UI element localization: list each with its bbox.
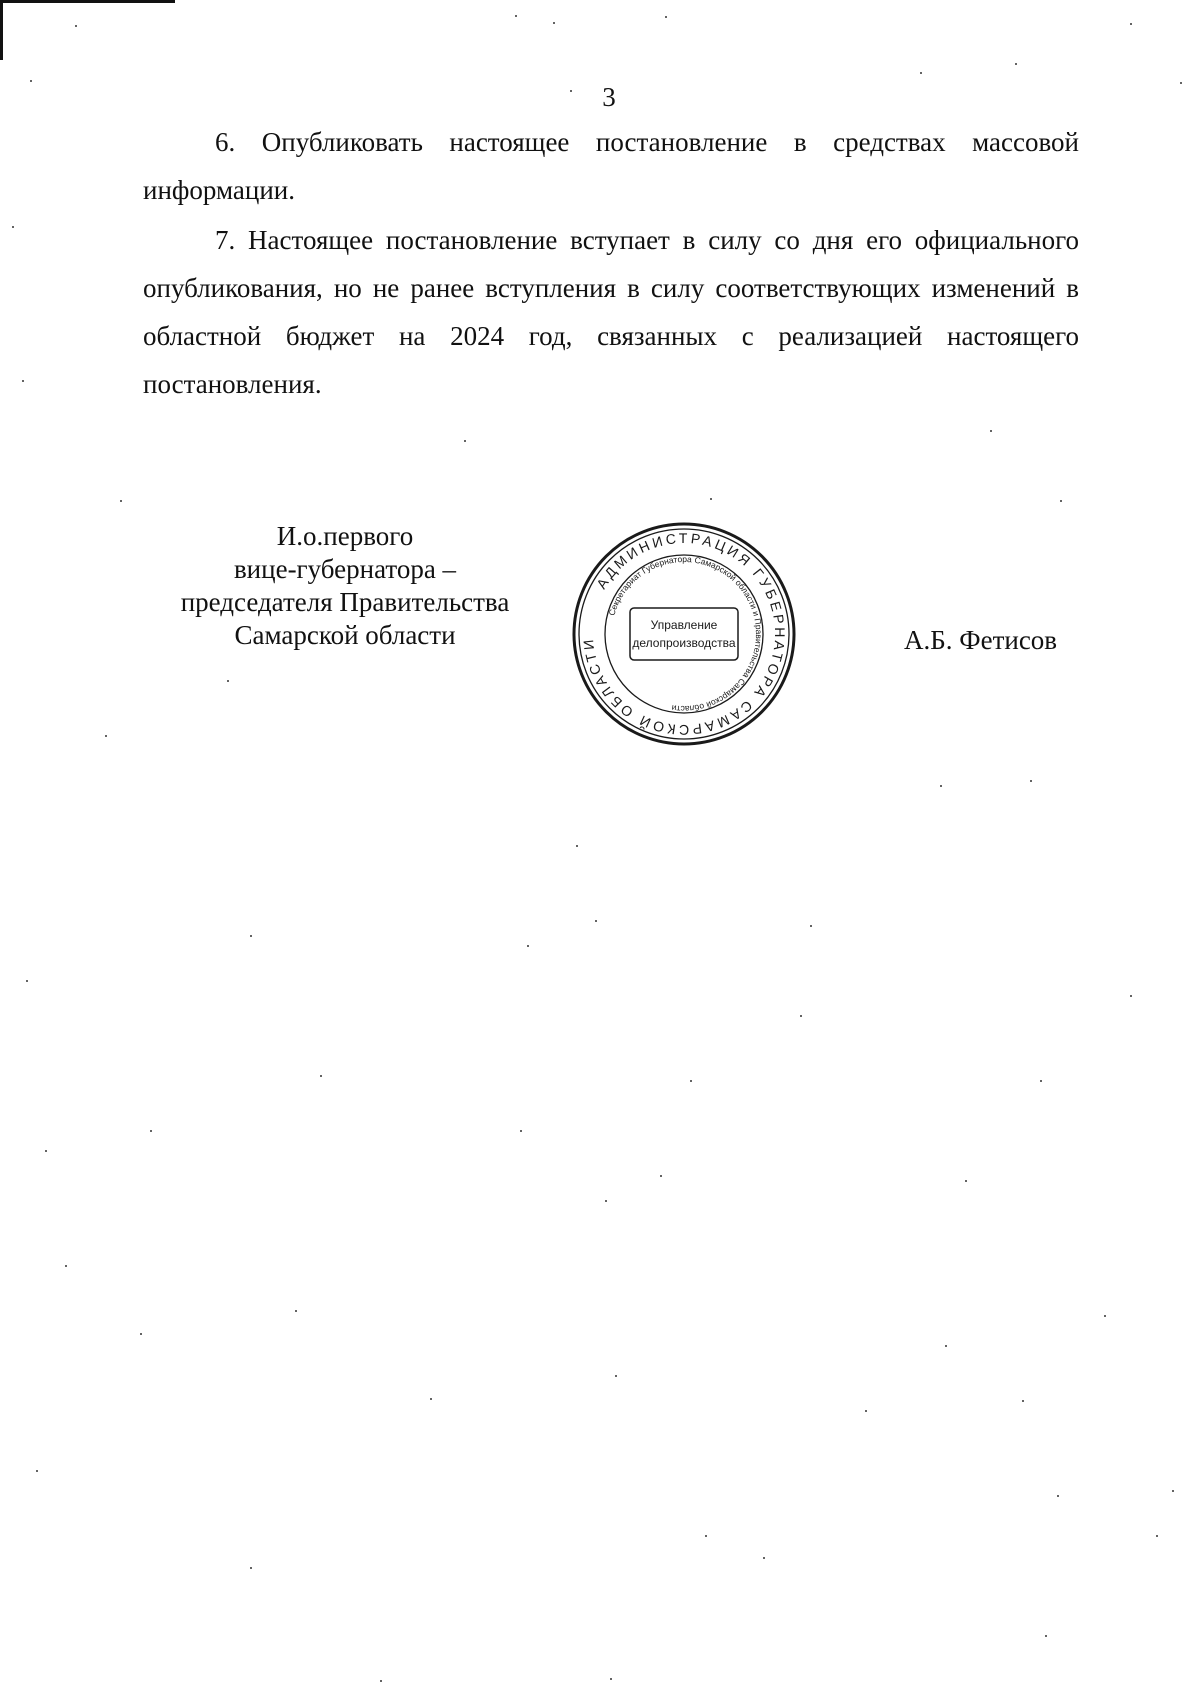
scan-speck — [65, 1265, 67, 1267]
scan-speck — [250, 935, 252, 937]
signatory-line: вице-губернатора – — [233, 554, 457, 584]
document-body — [143, 118, 1079, 408]
scan-speck — [430, 1398, 432, 1400]
scan-speck — [660, 1175, 662, 1177]
scan-speck — [30, 80, 32, 82]
scan-speck — [1045, 1635, 1047, 1637]
seal-center-line: делопроизводства — [632, 636, 736, 650]
signatory-line: И.о.первого — [276, 521, 414, 551]
scan-speck — [1015, 63, 1017, 65]
scan-speck — [965, 1180, 967, 1182]
scan-speck — [1022, 1400, 1024, 1402]
scan-speck — [295, 1310, 297, 1312]
scan-speck — [105, 735, 107, 737]
scan-speck — [763, 1557, 765, 1559]
scan-speck — [945, 1345, 947, 1347]
scan-speck — [576, 845, 578, 847]
scan-speck — [22, 380, 24, 382]
seal-center-line: Управление — [650, 618, 718, 632]
signatory-title — [160, 520, 530, 652]
signatory-line: Самарской области — [234, 620, 456, 650]
scan-speck — [320, 1075, 322, 1077]
page-number: 3 — [602, 82, 616, 112]
scan-speck — [710, 498, 712, 500]
scan-speck — [553, 22, 555, 24]
scan-speck — [150, 1130, 152, 1132]
paragraph-effective-date: 7. Настоящее постановление вступает в силу со дня его официального опубликования, но не ранее вступления в силу соответствующих изменений в областной бюджет на 2024 год, связанных с реализацией настоящего постановления. — [143, 225, 1079, 399]
seal-outer-text: АДМИНИСТРАЦИЯ ГУБЕРНАТОРА САМАРСКОЙ ОБЛАСТИ — [579, 529, 789, 739]
scan-speck — [380, 1680, 382, 1682]
scan-speck — [615, 1375, 617, 1377]
scan-speck — [250, 1567, 252, 1569]
signer-name: А.Б. Фетисов — [904, 625, 1058, 655]
scan-speck — [990, 430, 992, 432]
scan-speck — [665, 16, 667, 18]
scan-speck — [36, 1470, 38, 1472]
scan-edge-line — [0, 0, 175, 3]
scan-speck — [1130, 23, 1132, 25]
signatory-line: председателя Правительства — [180, 587, 510, 617]
scan-speck — [595, 920, 597, 922]
scan-speck — [1057, 1495, 1059, 1497]
scan-edge-line-left — [0, 0, 3, 60]
scan-speck — [120, 500, 122, 502]
scan-speck — [227, 680, 229, 682]
scan-speck — [1130, 995, 1132, 997]
scan-speck — [920, 72, 922, 74]
scan-speck — [75, 25, 77, 27]
scan-speck — [1040, 1080, 1042, 1082]
scan-speck — [800, 1015, 802, 1017]
scan-speck — [464, 440, 466, 442]
scan-speck — [140, 1333, 142, 1335]
scan-speck — [527, 945, 529, 947]
scan-speck — [1030, 780, 1032, 782]
scan-speck — [1172, 1490, 1174, 1492]
scan-speck — [605, 1200, 607, 1202]
scan-speck — [865, 1410, 867, 1412]
scan-speck — [690, 1080, 692, 1082]
scan-speck — [12, 226, 14, 228]
scan-speck — [45, 1150, 47, 1152]
scan-speck — [520, 1130, 522, 1132]
scan-speck — [1060, 500, 1062, 502]
scan-speck — [940, 785, 942, 787]
scan-speck — [705, 1535, 707, 1537]
paragraph-publish: 6. Опубликовать настоящее постановление в средствах массовой информации. — [143, 127, 1079, 205]
scan-speck — [610, 1678, 612, 1680]
scan-speck — [810, 925, 812, 927]
scan-speck — [1104, 1315, 1106, 1317]
scan-speck — [1156, 1535, 1158, 1537]
scan-speck — [26, 980, 28, 982]
official-seal-stamp — [568, 520, 800, 748]
scan-speck — [515, 15, 517, 17]
seal-inner-text: Секретариат Губернатора Самарской области и Правительства Самарской области — [606, 553, 765, 715]
